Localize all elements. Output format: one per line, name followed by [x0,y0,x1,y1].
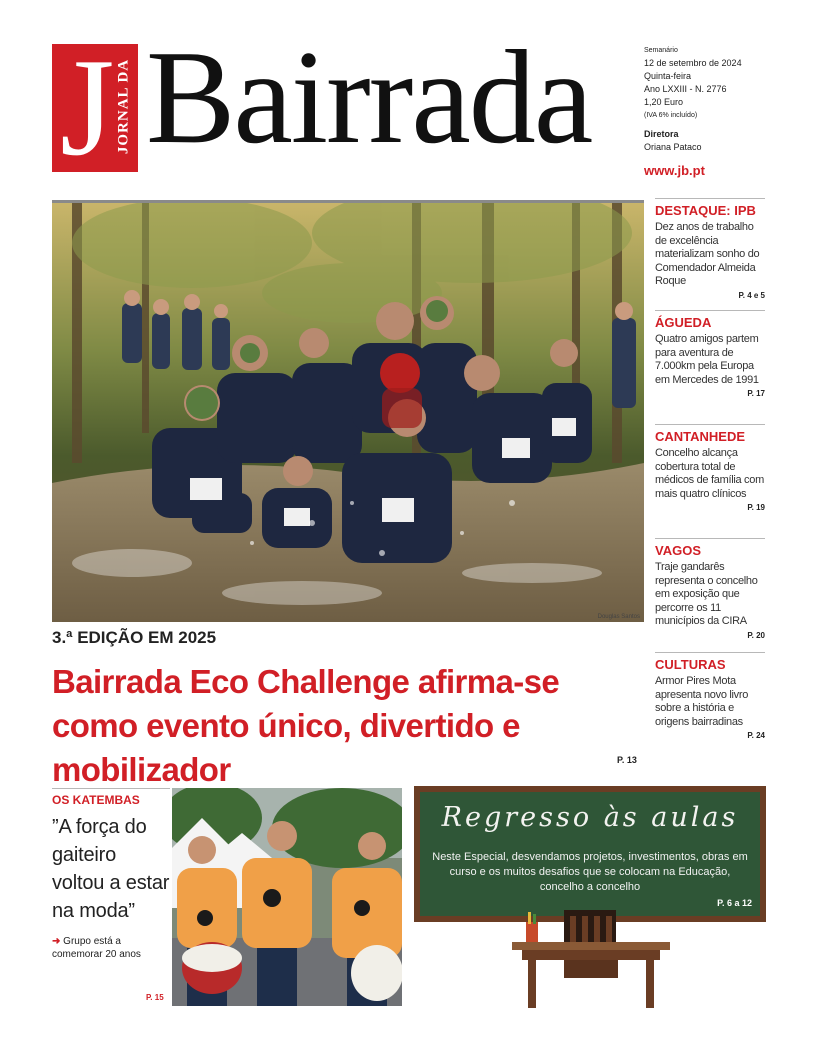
sidebar-item-cantanhede[interactable] [655,424,765,538]
sidebar-item-title: CANTANHEDE [655,429,746,444]
main-page-ref: P. 13 [617,755,637,765]
sidebar-item-text: Concelho alcança cobertura total de médicos de família com mais quatro clínicos [655,447,764,500]
katembas-page-ref: P. 15 [146,993,164,1002]
chalkboard [414,786,766,922]
logo-letter: J [60,30,115,185]
sidebar-item-page: P. 20 [747,630,765,640]
sidebar-item-text: Armor Pires Mota apresenta novo livro sobre a história e origens bairradinas [655,675,749,728]
drummers-photo [172,788,402,1006]
special-title: Regresso às aulas [441,802,739,833]
katembas-quote: ”A força do gaiteiro voltou a estar na moda” [52,816,170,922]
sidebar-item-page: P. 19 [747,503,765,513]
periodicity: Semanário [644,47,678,54]
sidebar-item-title: VAGOS [655,543,701,558]
sidebar-item-agueda[interactable] [655,310,765,424]
sidebar-item-page: P. 17 [747,389,765,399]
sidebar-item-page: P. 24 [747,731,765,741]
photo-credit: Douglas Santos [597,614,640,620]
masthead [52,23,632,185]
desk-and-chair-icon [414,904,766,1010]
sidebar-item-vagos[interactable] [655,538,765,652]
vat-note: (IVA 6% incluído) [644,112,698,119]
sidebar-item-text: Traje gandarês representa o concelho em exposição que percorre os 11 municípios da CIRA [655,561,758,628]
issue-date: 12 de setembro de 2024 [644,58,742,68]
price: 1,20 Euro [644,97,684,107]
back-to-school-special[interactable] [414,786,766,1010]
sidebar [655,198,765,758]
newspaper-title: Bairrada [146,23,592,171]
katembas-photo[interactable] [172,788,402,1006]
special-page-ref: P. 6 a 12 [717,898,752,908]
katembas-note-text: Grupo está a comemorar 20 anos [52,936,141,960]
sidebar-item-text: Quatro amigos partem para aventura de 7.000km pela Europa em Mercedes de 1991 [655,333,759,386]
sidebar-item-culturas[interactable] [655,652,765,758]
sidebar-item-ipb[interactable] [655,198,765,310]
main-headline[interactable]: Bairrada Eco Challenge afirma-se como evento único, divertido e mobilizador [52,663,560,788]
sidebar-item-title: ÁGUEDA [655,315,712,330]
main-kicker: 3.ª EDIÇÃO EM 2025 [52,628,217,647]
sidebar-item-title: CULTURAS [655,657,726,672]
edition-info [644,44,784,177]
katembas-story[interactable] [52,788,170,961]
sidebar-item-page: P. 4 e 5 [738,290,765,300]
katembas-kicker: OS KATEMBAS [52,788,170,807]
logo-vertical-text: JORNAL DA [115,58,132,155]
director-name: Oriana Pataco [644,142,702,152]
katembas-note [52,935,170,961]
sidebar-item-title: DESTAQUE: IPB [655,203,756,218]
director-label: Diretora [644,129,679,139]
main-photo[interactable] [52,200,644,622]
sidebar-item-text: Dez anos de trabalho de excelência materializam sonho do Comendador Almeida Roque [655,221,760,288]
website-link[interactable]: www.jb.pt [644,163,705,178]
issue-number: Ano LXXIII - N. 2776 [644,84,727,94]
mud-run-photo [52,203,644,622]
special-text: Neste Especial, desvendamos projetos, investimentos, obras em curso e os muitos desafios que se colocam na Educação, concelho a concelho [432,851,748,893]
arrow-icon: ➜ [52,936,61,947]
weekday: Quinta-feira [644,71,692,81]
newspaper-logo[interactable] [52,30,138,185]
